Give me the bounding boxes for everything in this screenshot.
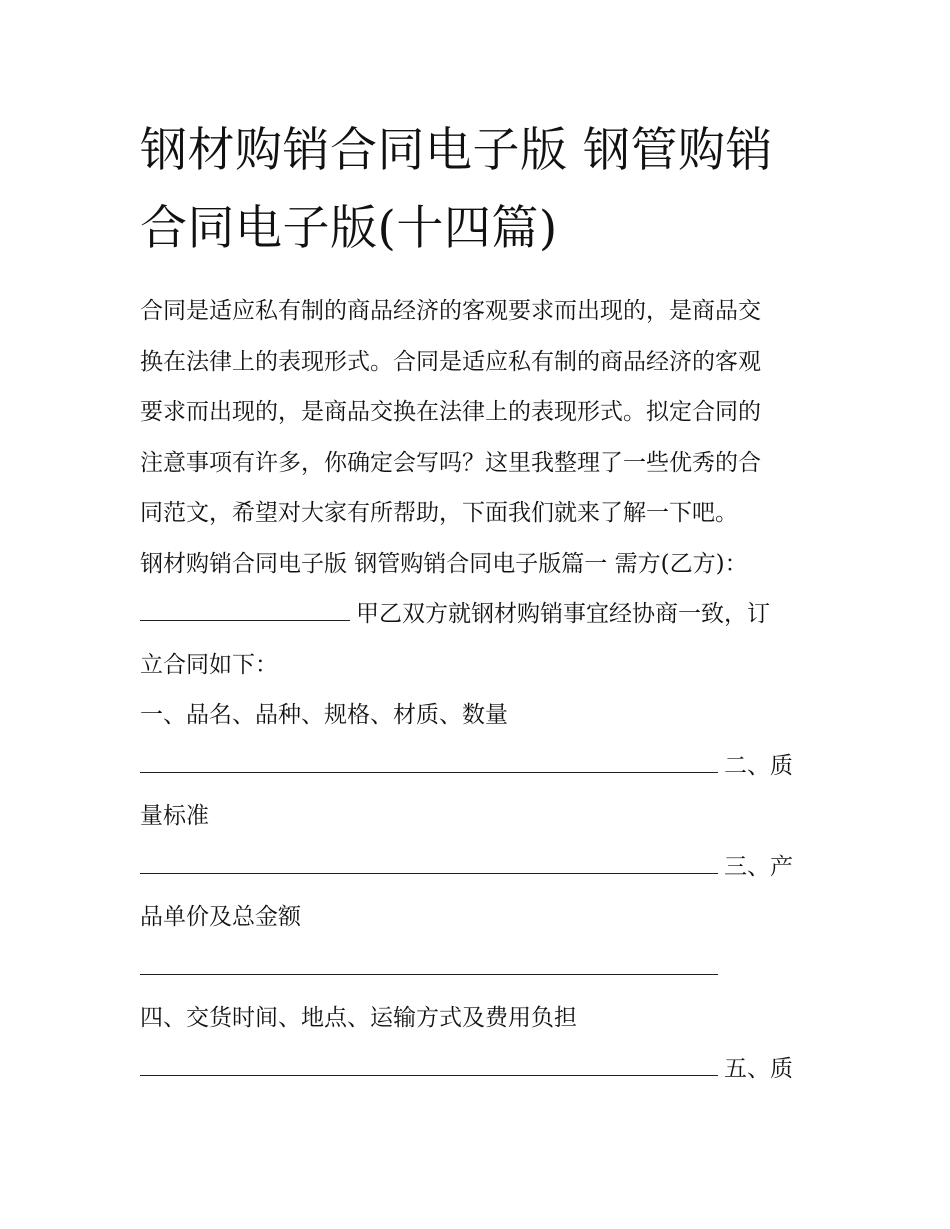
clause-2-blank-line — [140, 842, 810, 893]
clause-2-start: 二、质 — [724, 752, 793, 779]
clause-3-end: 品单价及总金额 — [140, 904, 301, 930]
fill-in-blank — [140, 589, 350, 621]
section-heading: 钢材购销合同电子版 钢管购销合同电子版篇一 需方(乙方)： — [140, 550, 748, 577]
fill-in-blank — [140, 842, 718, 874]
intro-line-5: 同范文，希望对大家有所帮助，下面我们就来了解一下吧。 — [140, 500, 738, 526]
clause-4-blank-line — [140, 1044, 810, 1095]
clause-2-end: 量标准 — [140, 803, 209, 829]
clause-3-blank-line — [140, 943, 810, 994]
clause-1-blank-line — [140, 741, 810, 792]
clause-3-start: 三、产 — [724, 853, 793, 880]
intro-line-3: 要求而出现的，是商品交换在法律上的表现形式。拟定合同的 — [140, 399, 761, 425]
intro-line-4: 注意事项有许多，你确定会写吗？这里我整理了一些优秀的合 — [140, 449, 761, 476]
agreement-text: 甲乙双方就钢材购销事宜经协商一致，订 — [356, 601, 770, 627]
document-body — [140, 286, 810, 1094]
fill-in-blank — [140, 1044, 718, 1076]
clause-4: 四、交货时间、地点、运输方式及费用负担 — [140, 1005, 577, 1031]
intro-line-2: 换在法律上的表现形式。合同是适应私有制的商品经济的客观 — [140, 348, 761, 375]
agreement-line-cont: 立合同如下： — [140, 651, 278, 678]
intro-line-1: 合同是适应私有制的商品经济的客观要求而出现的，是商品交 — [140, 298, 761, 324]
clause-5-start: 五、质 — [724, 1055, 793, 1082]
title-line-1: 钢材购销合同电子版 钢管购销 — [140, 123, 773, 178]
title-line-2: 合同电子版(十四篇) — [140, 201, 558, 256]
document-title — [140, 112, 810, 268]
fill-in-blank — [140, 943, 718, 975]
agreement-line — [140, 589, 810, 640]
fill-in-blank — [140, 741, 718, 773]
clause-1: 一、品名、品种、规格、材质、数量 — [140, 702, 508, 728]
